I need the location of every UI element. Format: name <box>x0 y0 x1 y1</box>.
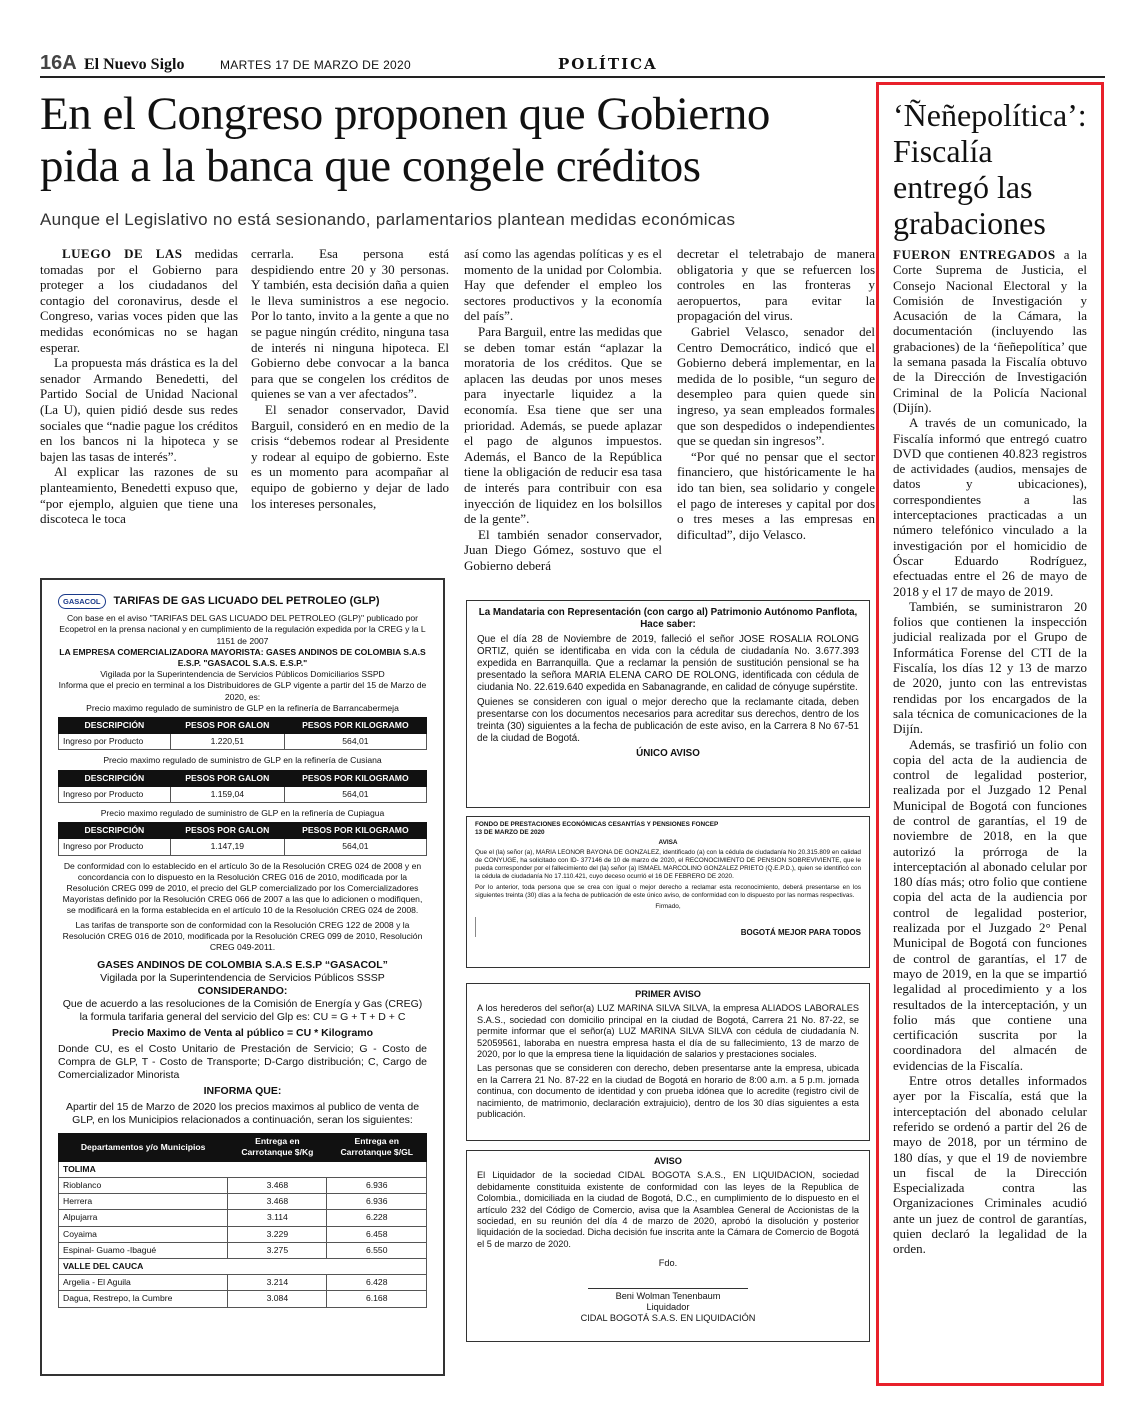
article-paragraph: El senador conservador, David Barguil, consideró en en medio de la crisis “debemos rodear al Presidente y rodear al equipo de gobierno. Este es un momento para acompañar al equipo de gobierno y dejar de lado los intereses personales, <box>251 401 449 511</box>
price-caption: Precio maximo regulado de suministro de GLP en la refinería de Cusiana <box>103 755 382 766</box>
signature-line <box>588 1288 748 1289</box>
notice-title: FONDO DE PRESTACIONES ECONÓMICAS CESANTÍAS Y PENSIONES FONCEP <box>475 821 719 828</box>
table-row: Ingreso por Producto 1.220,51 564,01 <box>59 734 427 750</box>
sidebar-headline: ‘Ñeñepolítica’: Fiscalía entregó las grabaciones <box>893 97 1087 241</box>
signer-name: Beni Wolman Tenenbaum <box>615 1290 721 1301</box>
article-column-2 <box>251 246 449 511</box>
contact-block <box>475 917 535 937</box>
article-paragraph: Para Barguil, entre las medidas que se deben tomar están “aplazar la moratoria de los créditos. Que se aplacen las deudas por unos meses para inyectarle liquidez a la economía. Esa tiene que ser una prioridad. Además, se puede aplazar el pago de algunos impuestos. Además, el Banco de la República tiene la obligación de reducir esa tasa de interés para contribuir con esa inyección de liquidez en los bolsillos de la gente”. <box>464 323 662 527</box>
notice-signature: Firmado, <box>655 903 681 910</box>
article-paragraph: cerrarla. Esa persona está despidiendo entre 20 y 30 personas. Y también, esta decisión daña a quien le lleva suministros a ese negocio. Por lo tanto, invito a la gente a que no se pague ningún crédito, ninguna tasa de interés ni ninguna hipoteca. El Gobierno debe convocar a la banca para que se congelen los créditos de quienes se van a ver afectados”. <box>251 246 449 402</box>
notice-fdo: Fdo. <box>658 1258 678 1269</box>
gasacol-ad <box>40 578 445 1376</box>
article-paragraph: así como las agendas políticas y es el momento de la unidad por Colombia. Hay que defender el empleo los sectores productivos y la economía del país”. <box>464 246 662 324</box>
table-row: TOLIMA <box>59 1161 427 1177</box>
sidebar-paragraph: A través de un comunicado, la Fiscalía informó que entregó cuatro DVD que contienen 40.823 registros de actividades (audios, mensajes de datos y ubicaciones), correspondientes a las interceptaciones practicadas a un número telefónico vinculado a la investigación por el homicidio de Óscar Eduardo Rodríguez, efectuadas entre el 26 de mayo de 2018 y el 17 de mayo de 2019. <box>893 415 1087 599</box>
gasacol-informa-que: INFORMA QUE: <box>203 1085 282 1098</box>
article-lead: LUEGO DE LAS <box>62 246 183 261</box>
notice-paragraph: Quienes se consideren con igual o mejor derecho que la reclamante citada, deben presentarse con los documentos necesarios para acreditar sus derechos, dentro de los treinta (30) siguientes a la fecha de publicación de este aviso, en la Carrera 8 No 67-51 de la ciudad de Bogotá. <box>477 697 859 744</box>
table-row: Alpujarra 3.114 6.228 <box>59 1210 427 1226</box>
page-header <box>40 52 1105 78</box>
foncep-notice <box>466 816 870 968</box>
price-table: DESCRIPCIÓN PESOS POR GALON PESOS POR KILOGRAMO Ingreso por Producto 1.159,04 564,01 <box>58 770 427 803</box>
table-row: Ingreso por Producto 1.147,19 564,01 <box>59 839 427 855</box>
article-column-1 <box>40 246 238 527</box>
notice-title: PRIMER AVISO <box>635 989 701 999</box>
gasacol-logo: GASACOL <box>58 594 106 609</box>
article-paragraph: decretar el teletrabajo de manera obligatoria y que se refuercen los controles en las fronteras y aeropuertos, para evitar la propagación del virus. <box>677 246 875 324</box>
table-row: Coyaima 3.229 6.458 <box>59 1226 427 1242</box>
gasacol-intro: Con base en el aviso "TARIFAS DEL GAS LICUADO DEL PETROLEO (GLP)" publicado por Ecopetrol en la prensa nacional y en cumplimiento de la regulación expedida por la CREG y la L 1151 de 2007 <box>59 613 426 646</box>
table-row: Ingreso por Producto 1.159,04 564,01 <box>59 786 427 802</box>
table-row: Herrera 3.468 6.936 <box>59 1194 427 1210</box>
gasacol-transporte: Las tarifas de transporte son de conformidad con la Resolución CREG 122 de 2008 y la Resolución CREG 016 de 2010, modificada por la Resolución CREG 099 de 2010, Resolución CREG 049-2011. <box>62 919 423 953</box>
gasacol-apartir: Apartir del 15 de Marzo de 2020 los precios maximos al publico de venta de GLP, en los Municipios relacionados a continuación, seran los siguientes: <box>65 1101 420 1127</box>
article-headline: En el Congreso proponen que Gobierno pida a la banca que congele créditos <box>40 88 770 192</box>
table-row: Dagua, Restrepo, la Cumbre 3.084 6.168 <box>59 1291 427 1307</box>
article-column-3 <box>464 246 662 573</box>
article-paragraph: Al explicar las razones de su planteamiento, Benedetti expuso que, “por ejemplo, alguien que tiene una discoteca le toca <box>40 464 238 527</box>
mandataria-notice <box>466 600 870 808</box>
gasacol-considerando: CONSIDERANDO: <box>197 985 288 998</box>
notice-footer: ÚNICO AVISO <box>636 748 700 759</box>
notice-subtitle: Hace saber: <box>640 619 696 630</box>
sidebar-paragraph: Entre otros detalles informados ayer por la Fiscalía, está que la interceptación del abonado celular referido se ordenó a partir del 26 de mayo de 2018, por un término de 180 días, y que el 19 de noviembre un fiscal de la Dirección Especializada contra las Organizaciones Criminales acudió ante un juez de control de garantías, quien declaró la legalidad de la orden. <box>893 1073 1087 1257</box>
table-row: VALLE DEL CAUCA <box>59 1258 427 1274</box>
sidebar-story <box>876 82 1104 1386</box>
notice-paragraph: El Liquidador de la sociedad CIDAL BOGOTA S.A.S., EN LIQUIDACION, sociedad debidamente constituida existente de conformidad con las leyes de la Republica de Colombia., domiciliada en la ciudad de Bogotá, D.C., en cumplimiento de lo dispuesto en el artículo 232 del Código de Comercio, avisa que la Asamblea General de Accionistas de la sociedad, en su reunión del día 4 de marzo de 2020, aprobó la disolución y posterior liquidación de la sociedad. Dicha decisión fue inscrita ante la Cámara de Comercio de Bogotá el 5 de marzo de 2020. <box>477 1170 859 1249</box>
notice-paragraph: A los herederos del señor(a) LUZ MARINA SILVA SILVA, la empresa ALIADOS LABORALES S.A.S., sociedad con domicilio principal en la ciudad de Bogotá, Carrera 21 No. 87-22, se permite informar que el señor(a) LUZ MARINA SILVA SILVA con cédula de ciudadanía N. 52059561, laboraba en nuestra empresa hasta el día de su fallecimiento, 13 de marzo de 2020, por lo que la empresa tiene la liquidación de salarios y prestaciones sociales. <box>477 1003 859 1060</box>
notice-paragraph: Que el día 28 de Noviembre de 2019, falleció el señor JOSE ROSALIA ROLONG ORTIZ, quién se identificaba en vida con la cédula de ciudadanía No. 3.677.393 expedida en Barranquilla. Que a reclamar la pensión de sustitución pensional se ha presentado la señora MARIA ELENA CARO DE ROLONG, identificada con cédula de ciudania No. 22.619.640 expedida en Sabanagrande, en calidad de cónyuge supérstite. <box>477 634 859 693</box>
notice-title: AVISO <box>654 1156 682 1166</box>
issue-date: MARTES 17 DE MARZO DE 2020 <box>220 58 411 72</box>
section-name: POLÍTICA <box>558 55 658 73</box>
sidebar-paragraph: También, se suministraron 20 folios que contienen la inspección judicial realizada por el Grupo de Informática Forense del CTI de la Fiscalía, los días 12 y 13 de marzo de 2020, junto con las entrevistas rendidas por los encargados de la sala técnica de comunicaciones de la Dijín. <box>893 598 1087 737</box>
table-row: Espinal- Guamo -Ibagué 3.275 6.550 <box>59 1242 427 1258</box>
table-row: Rioblanco 3.468 6.936 <box>59 1177 427 1193</box>
article-paragraph: Gabriel Velasco, senador del Centro Democrático, indicó que el Gobierno deberá implementar, en la medida de lo posible, “un seguro de desempleo para quien quede sin ingreso, ya sean empleados formales que son despedidos o independientes que se quedan sin ingresos”. <box>677 323 875 449</box>
bogota-logo: BOGOTÁ MEJOR PARA TODOS <box>740 928 861 937</box>
gasacol-precio-max: Precio Maximo de Venta al público = CU * Kilogramo <box>111 1027 374 1040</box>
gasacol-vigilada: Vigilada por la Superintendencia de Servicios Públicos Domiciliarios SSPD <box>100 669 385 680</box>
gasacol-informa: Informa que el precio en terminal a los Distribuidores de GLP vigente a partir del 15 de Marzo de 2020, es: <box>58 680 427 702</box>
article-paragraph: La propuesta más drástica es la del senador Armando Benedetti, del Partido Social de Unidad Nacional (La U), quien pidió desde sus redes sociales que “nadie pague los créditos en los bancos ni la hipoteca y se bajen las tasas de interés”. <box>40 355 238 464</box>
gasacol-company: LA EMPRESA COMERCIALIZADORA MAYORISTA: GASES ANDINOS DE COLOMBIA S.A.S E.S.P. "GASACOL S.A.S. E.S.P." <box>59 646 426 669</box>
notice-paragraph: Las personas que se consideren con derecho, deben presentarse ante la empresa, ubicada en la Carrera 21 No. 87-22 en la ciudad de Bogotá en horario de 8:00 a.m. a 5 p.m. jornada continua, con documento de identidad y con prueba idónea que lo acredite (registro civil de nacimiento, de matrimonio, declaración extrajuicio), dentro de los 30 días siguientes a esta publicación. <box>477 1063 859 1120</box>
gasacol-title: TARIFAS DE GAS LICUADO DEL PETROLEO (GLP) <box>113 595 380 607</box>
article-subhead: Aunque el Legislativo no está sesionando, parlamentarios plantean medidas económicas <box>40 210 736 229</box>
sidebar-paragraph: a la Corte Suprema de Justicia, el Consejo Nacional Electoral y la Comisión de Investigación y Acusación de la Cámara, la documentación (incluyendo las grabaciones) de la ‘ñeñepolítica’ que la semana pasada la Fiscalía obtuvo de la Dirección de Investigación Criminal de la Policía Nacional (Dijín). <box>893 247 1087 415</box>
price-caption: Precio maximo regulado de suministro de GLP en la refinería de Cupiagua <box>100 808 385 819</box>
primer-aviso-notice <box>466 983 870 1141</box>
masthead: El Nuevo Siglo <box>84 56 185 73</box>
article-paragraph: El también senador conservador, Juan Diego Gómez, sostuvo que el Gobierno deberá <box>464 526 662 573</box>
notice-subtitle: AVISA <box>658 839 678 846</box>
signer-company: CIDAL BOGOTÁ S.A.S. EN LIQUIDACIÓN <box>580 1313 756 1324</box>
table-row: Argelia - El Aguila 3.214 6.428 <box>59 1275 427 1291</box>
notice-paragraph: Que el (la) señor (a), MARIA LEONOR BAYONA DE GONZALEZ, identificado (a) con la cédula de ciudadanía No 20.315.809 en calidad de CONYUGE, ha solicitado con ID- 377146 de 10 de marzo de 2020, el RECONOCIMIENTO DE PENSION SOBREVIVIENTE, que le pueda corresponder por el fallecimiento del (la) señor (a) ISMAEL MARCOLINO GONZALEZ PRIETO (Q.E.P.D.), quien se identificó con la cédula de ciudadanía No 17.110.421, cuyo deceso ocurrió el 16 DE FEBRERO DE 2020. <box>475 849 861 880</box>
price-table: DESCRIPCIÓN PESOS POR GALON PESOS POR KILOGRAMO Ingreso por Producto 1.147,19 564,01 <box>58 822 427 855</box>
notice-date: 13 DE MARZO DE 2020 <box>475 829 545 836</box>
price-caption: Precio maximo regulado de suministro de GLP en la refinería de Barrancabermeja <box>86 702 399 713</box>
gasacol-vigilada-2: Vigilada por la Superintendencia de Servicios Públicos SSSP <box>100 972 385 985</box>
price-table: DESCRIPCIÓN PESOS POR GALON PESOS POR KILOGRAMO Ingreso por Producto 1.220,51 564,01 <box>58 717 427 750</box>
sidebar-body <box>893 247 1087 1257</box>
cidal-aviso-notice <box>466 1150 870 1342</box>
sidebar-lead: FUERON ENTREGADOS <box>893 247 1056 262</box>
signer-role: Liquidador <box>646 1302 690 1313</box>
page-number: 16A <box>40 52 77 74</box>
article-paragraph: “Por qué no pensar que el sector financiero, que históricamente le ha ido tan bien, sea solidario y congele el pago de intereses y capital por dos o tres meses a las empresas en dificultad”, dijo Velasco. <box>677 448 875 542</box>
gasacol-acuerdo: Que de acuerdo a las resoluciones de la Comisión de Energía y Gas (CREG) la formula tarifaria general del servicio del Glp es: CU = G + T + D + C <box>62 998 423 1024</box>
gasacol-company-2: GASES ANDINOS DE COLOMBIA S.A.S E.S.P “GASACOL” <box>97 959 388 972</box>
municipios-table: Departamentos y/o Municipios Entrega en Carrotanque $/Kg Entrega en Carrotanque $/GL TOLIMA Rioblanco 3.468 6.936 Herrera 3.468 6.936 Alpujarra 3.114 6.228 Coyaima 3.229 6.458 Espinal- Guamo -Ibagué 3.275 6.550 VALLE DEL CAUCA Argelia - El Aguila 3.214 6.428 Dagua, Restrepo, la Cumbre 3.084 6.168 <box>58 1133 427 1307</box>
notice-title: La Mandataria con Representación (con cargo al) Patrimonio Autónomo Panflota, <box>478 607 858 618</box>
article-column-4 <box>677 246 875 542</box>
sidebar-paragraph: Además, se trasfirió un folio con copia del acta de la audiencia de control de legalidad posterior, realizada por el Juzgado 12 Penal Municipal de Bogotá con funciones de control de garantías, el 19 de noviembre de 2018, en la que autorizó la prórroga de la interceptación al abonado celular por 180 días más; otro folio que contiene copia del acta de la audiencia por control de legalidad posterior, realizada por el Juzgado 2° Penal Municipal de Bogotá con funciones de control de garantías, el 17 de mayo de 2019, en la que se impartió legalidad al procedimiento y a los resultados de la interceptación, y un folio más que contiene una certificación suscrita por la coordinadora del almacén de evidencias de la Fiscalía. <box>893 736 1087 1073</box>
notice-paragraph: Por lo anterior, toda persona que se crea con igual o mejor derecho a reclamar esta reconocimiento, deberá presentarse en los siguientes treinta (30) días a la fecha de publicación de este único aviso, de conformidad con lo dispuesto por las normas respectivas. <box>475 884 861 899</box>
gasacol-donde: Donde CU, es el Costo Unitario de Prestación de Servicio; G - Costo de Compra de GLP, T - Costo de Transporte; D-Cargo distribución; C, Cargo de Comercializador Minorista <box>58 1043 427 1082</box>
gasacol-conformidad: De conformidad con lo establecido en el artículo 3o de la Resolución CREG 024 de 2008 y en concordancia con lo dispuesto en la Resolución CREG 016 de 2010, modificada por la Resolución CREG 099 de 2010, el precio del GLP comercializado por los Comercializadores Mayoristas definido por la Resolución CREG 066 de 2007 a las que lo adicionen o modifiquen, se modificará en la forma establecida en el artículo 10 de la Resolución CREG 024 de 2008. <box>62 860 423 916</box>
article-paragraph: medidas tomadas por el Gobierno para proteger a los ciudadanos del contagio del coronavirus, desde el Congreso, varias voces piden que las medidas económicas no se hagan esperar. <box>40 246 238 355</box>
